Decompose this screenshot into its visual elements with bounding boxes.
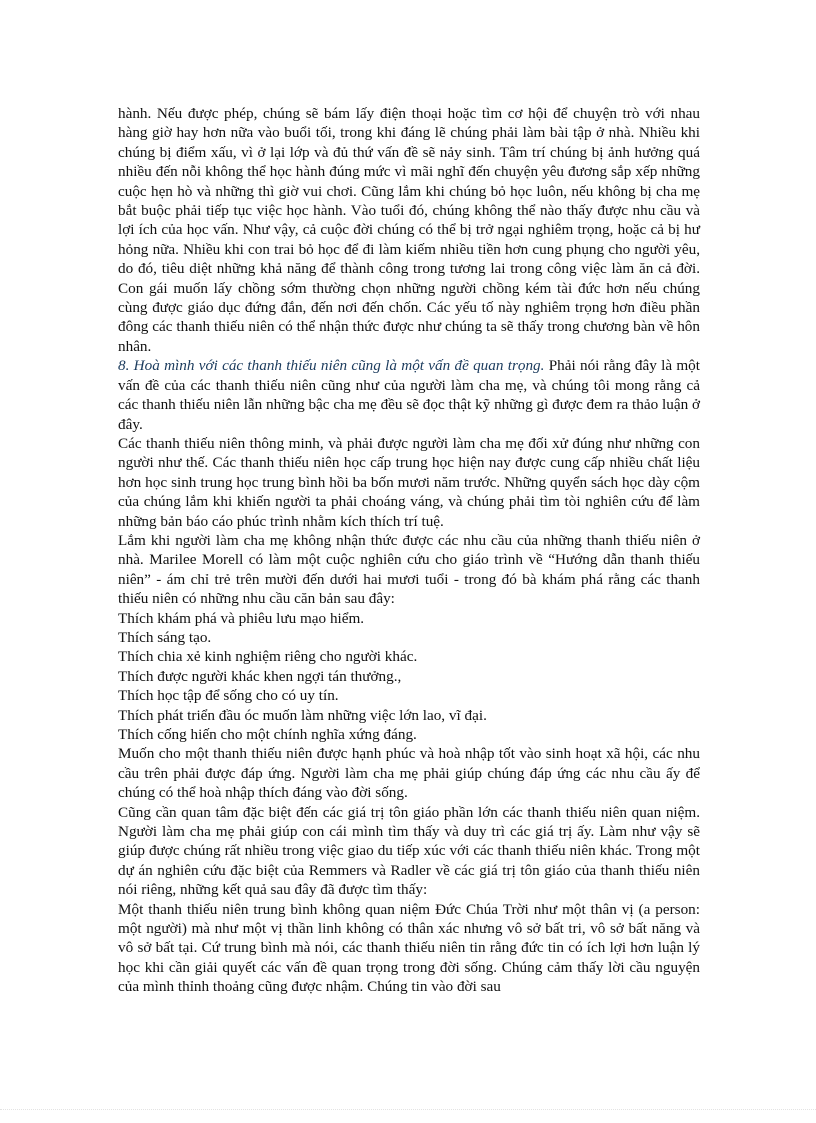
list-item: Thích học tập để sống cho có uy tín.	[118, 687, 339, 705]
document-body	[118, 104, 700, 997]
list-item: Thích sáng tạo.	[118, 628, 212, 646]
paragraph-7: Một thanh thiếu niên trung bình không quan niệm Đức Chúa Trời như một thân vị (a person: một người) mà như một vị thần linh không có thân xác nhưng vô sở bất tri, vô sở bất năng và vô sở bất tại. Cứ trung bình mà nói, các thanh thiếu niên tin rằng đức tin có ích lợi hơn luận lý học khi cần giải quyết các vấn đề quan trọng trong đời sống. Chúng cảm thấy lời cầu nguyện của mình thỉnh thoảng cũng được nhậm. Chúng tin vào đời sau	[118, 900, 700, 996]
paragraph-4: Lắm khi người làm cha mẹ không nhận thức được các nhu cầu của những thanh thiếu niên ở nhà. Marilee Morell có làm một cuộc nghiên cứu cho giáo trình về “Hướng dẫn thanh thiếu niên” - ám chỉ trẻ trên mười đến dưới hai mươi tuổi - trong đó bà khám phá rằng các thanh thiếu niên có những nhu cầu căn bản sau đây:	[118, 531, 700, 608]
paragraph-3: Các thanh thiếu niên thông minh, và phải được người làm cha mẹ đối xử đúng như những con người như thế. Các thanh thiếu niên học cấp trung học hiện nay được cung cấp nhiều chất liệu hơn học sinh trung học trung bình hồi ba bốn mươi năm trước. Những quyển sách học dày cộm của chúng lắm khi khiến người ta phải choáng váng, và chúng phải tìm tòi nghiên cứu để làm những bản báo cáo phúc trình nhằm kích thích trí tuệ.	[118, 434, 700, 530]
list-item: Thích được người khác khen ngợi tán thưởng.,	[118, 667, 402, 685]
page-bottom-divider	[0, 1109, 816, 1110]
paragraph-2	[118, 356, 700, 434]
section-heading: 8. Hoà mình với các thanh thiếu niên cũng là một vấn đề quan trọng.	[118, 357, 545, 375]
list-item: Thích cống hiến cho một chính nghĩa xứng đáng.	[118, 726, 417, 743]
paragraph-2-text: Phải nói rằng đây là một vấn đề của các thanh thiếu niên cũng như của người làm cha mẹ, và chúng tôi mong rằng cả các thanh thiếu niên lẫn những bậc cha mẹ đều sẽ đọc thật kỹ những gì được đem ra thảo luận ở đây.	[118, 357, 700, 433]
list-item: Thích phát triển đầu óc muốn làm những việc lớn lao, vĩ đại.	[118, 706, 487, 724]
paragraph-1: hành. Nếu được phép, chúng sẽ bám lấy điện thoại hoặc tìm cơ hội để chuyện trò với nhau hàng giờ hay hơn nữa vào buổi tối, trong khi đáng lẽ chúng phải làm bài tập ở nhà. Nhiều khi chúng bị điểm xấu, vì ở lại lớp và đủ thứ vấn đề sẽ nảy sinh. Tâm trí chúng bị ảnh hưởng quá nhiều đến nỗi không thể học hành đúng mức vì mãi nghĩ đến chuyện yêu đương sắp xếp những cuộc hẹn hò và những thì giờ vui chơi. Cũng lắm khi chúng bỏ học luôn, nếu không bị cha mẹ bắt buộc phải tiếp tục việc học hành. Vào tuổi đó, chúng không thể nào thấy được nhu cầu và lợi ích của học vấn. Như vậy, cả cuộc đời chúng có thể bị trở ngại nghiêm trọng, hoặc cả bị hư hỏng nữa. Nhiều khi con trai bỏ học để đi làm kiếm nhiều tiền hơn cung phụng cho người yêu, do đó, tiêu diệt những khả năng để thành công trong tương lai trong công việc làm ăn cả đời. Con gái muốn lấy chồng sớm thường chọn những người chồng kém tài đức hơn nếu chúng cùng được giáo dục đứng đắn, đến nơi đến chốn. Các yếu tố này nghiêm trọng hơn điều phần đông các thanh thiếu niên có thể nhận thức được như chúng ta sẽ thấy trong chương bàn về hôn nhân.	[118, 105, 700, 355]
list-item: Thích khám phá và phiêu lưu mạo hiểm.	[118, 609, 365, 627]
paragraph-5: Muốn cho một thanh thiếu niên được hạnh phúc và hoà nhập tốt vào sinh hoạt xã hội, các nhu cầu trên phải được đáp ứng. Người làm cha mẹ phải giúp chúng đáp ứng các nhu cầu ấy để chúng có thể hoà nhập thích đáng vào đời sống.	[118, 745, 700, 802]
paragraph-6: Cũng cần quan tâm đặc biệt đến các giá trị tôn giáo phần lớn các thanh thiếu niên quan niệm. Người làm cha mẹ phải giúp con cái mình tìm thấy và duy trì các giá trị ấy. Làm như vậy sẽ giúp được chúng rất nhiều trong việc giao du tiếp xúc với các thanh thiếu niên khác. Trong một dự án nghiên cứu đặc biệt của Remmers và Radler về các giá trị tôn giáo của thanh thiếu niên nói riêng, những kết quả sau đây đã được tìm thấy:	[118, 803, 700, 899]
list-item: Thích chia xẻ kinh nghiệm riêng cho người khác.	[118, 648, 418, 666]
